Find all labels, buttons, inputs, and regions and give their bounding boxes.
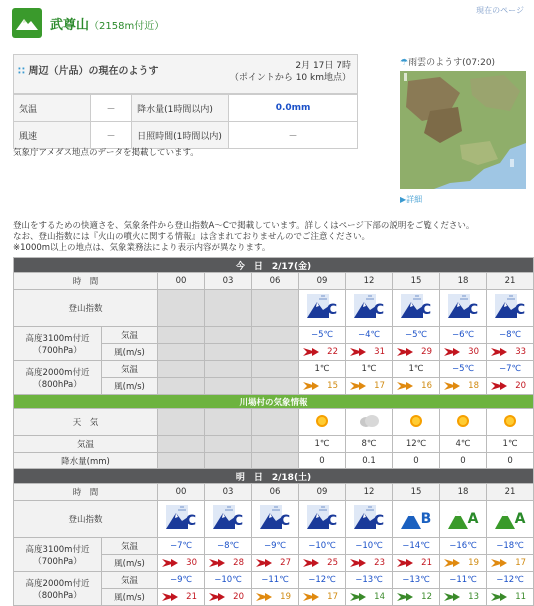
altitude-label-line: 高度2000m付近 (25, 367, 90, 378)
temp-cell: −13℃ (393, 572, 440, 589)
temp-cell: −5℃ (440, 361, 487, 378)
climb-index-c-icon (440, 290, 487, 327)
altitude-label-line: 高度3100m付近 (25, 333, 90, 344)
wind-cell (487, 589, 534, 606)
wind-cell (299, 555, 346, 572)
wind-cell (299, 344, 346, 361)
wind-value: － (91, 122, 132, 149)
none-weather-icon (158, 409, 205, 436)
observation-point: （ポイントから 10 km地点） (229, 73, 351, 83)
wind-cell (440, 555, 487, 572)
climb-index-a-icon (440, 501, 487, 538)
wind-speed: 25 (327, 558, 338, 568)
svg-text:C: C (232, 512, 244, 529)
wind-cell (252, 555, 299, 572)
wind-arrow-icon (440, 556, 486, 570)
temp-cell (252, 327, 299, 344)
wind-speed: 19 (280, 592, 291, 602)
altitude-3100-label (14, 538, 102, 572)
temp-row-3100 (14, 327, 534, 344)
wind-speed: 33 (515, 347, 527, 357)
temp-cell (205, 436, 252, 453)
temp-label: 気温 (102, 538, 158, 555)
wind-arrow-icon (487, 345, 533, 359)
wind-arrow-icon (440, 379, 486, 393)
day-header: 今 日 2/17(金) (14, 258, 534, 273)
wind-speed: 13 (468, 592, 479, 602)
wind-arrow-icon (346, 556, 392, 570)
wind-speed: 22 (327, 347, 338, 357)
hour-cell: 00 (158, 273, 205, 290)
wind-cell (299, 589, 346, 606)
wind-arrow-icon (346, 590, 392, 604)
wind-speed: 17 (374, 381, 385, 391)
pressure-label-line: （800hPa） (33, 379, 82, 390)
climb-index-none-icon (158, 290, 205, 327)
wind-arrow-icon (393, 590, 439, 604)
hour-cell: 09 (299, 273, 346, 290)
temp-cell: −8℃ (205, 538, 252, 555)
temp-cell: 4℃ (440, 436, 487, 453)
wind-speed: 20 (515, 381, 527, 391)
wind-arrow-icon (205, 556, 251, 570)
temp-row-2000 (14, 572, 534, 589)
radar-title: 雨雲のようす (408, 58, 463, 68)
pressure-label-line: （700hPa） (33, 556, 82, 567)
svg-text:C: C (467, 301, 479, 318)
temp-cell: −12℃ (487, 572, 534, 589)
wind-arrow-icon (205, 590, 251, 604)
precip-cell (252, 453, 299, 470)
table-row (14, 95, 358, 122)
wind-cell (346, 378, 393, 395)
wind-speed: 23 (374, 558, 385, 568)
precip-cell (158, 453, 205, 470)
wind-arrow-icon (299, 556, 345, 570)
svg-text:A: A (467, 510, 479, 527)
temp-cell: −11℃ (252, 572, 299, 589)
day-header-row (14, 469, 534, 484)
wind-arrow-icon (158, 590, 204, 604)
wind-cell (440, 378, 487, 395)
temp-cell: −11℃ (440, 572, 487, 589)
time-label: 時 間 (14, 273, 158, 290)
village-section-title: 川場村の気象情報 (14, 395, 534, 409)
wind-arrow-icon (393, 345, 439, 359)
temp-cell: −6℃ (440, 327, 487, 344)
explanation-line: ※1000m以上の地点は、気象業務法により表示内容が異なります。 (13, 243, 271, 253)
hours-row (14, 273, 534, 290)
current-conditions-panel (13, 54, 358, 149)
wind-arrow-icon (393, 556, 439, 570)
wind-arrow-icon (158, 556, 204, 570)
wind-cell (393, 589, 440, 606)
climb-index-c-icon (346, 290, 393, 327)
wind-speed: 31 (374, 347, 385, 357)
wind-cell (393, 344, 440, 361)
wind-speed: 12 (421, 592, 432, 602)
hour-cell: 06 (252, 273, 299, 290)
temp-label: 気温 (102, 572, 158, 589)
wind-arrow-icon (487, 590, 533, 604)
wind-cell (487, 344, 534, 361)
climb-index-none-icon (252, 290, 299, 327)
wind-label: 風(m/s) (102, 344, 158, 361)
page-title (50, 14, 164, 33)
wind-speed: 21 (186, 592, 197, 602)
svg-text:C: C (373, 301, 385, 318)
sunny-weather-icon (487, 409, 534, 436)
temp-cell: −8℃ (487, 327, 534, 344)
temp-cell: −10℃ (205, 572, 252, 589)
wind-label: 風(m/s) (102, 589, 158, 606)
wind-cell (487, 378, 534, 395)
pressure-label-line: （800hPa） (33, 590, 82, 601)
wind-cell (487, 555, 534, 572)
wind-cell (252, 378, 299, 395)
wind-arrow-icon (299, 590, 345, 604)
temp-cell (205, 327, 252, 344)
day-header: 明 日 2/18(土) (14, 469, 534, 484)
wind-cell (205, 378, 252, 395)
precip-cell: 0 (487, 453, 534, 470)
hours-row (14, 484, 534, 501)
wind-arrow-icon (440, 590, 486, 604)
none-weather-icon (252, 409, 299, 436)
temp-cell: −13℃ (346, 572, 393, 589)
wind-speed: 17 (515, 558, 527, 568)
temp-cell: −14℃ (393, 538, 440, 555)
wind-cell (393, 555, 440, 572)
observation-time: 2月 17日 7時 (295, 61, 351, 71)
wind-speed: 16 (421, 381, 432, 391)
temp-label: 気温 (14, 95, 91, 122)
svg-text:C: C (514, 301, 526, 318)
wind-cell (252, 344, 299, 361)
wind-cell (299, 378, 346, 395)
wind-arrow-icon (299, 345, 345, 359)
svg-text:C: C (326, 301, 338, 318)
sunshine-value: － (229, 122, 358, 149)
climb-index-c-icon (393, 290, 440, 327)
wind-speed: 11 (515, 592, 527, 602)
cloudy-weather-icon (346, 409, 393, 436)
index-label: 登山指数 (14, 290, 158, 327)
wind-speed: 17 (327, 592, 338, 602)
umbrella-icon: ☂ (400, 58, 409, 68)
radar-panel (400, 55, 526, 205)
temp-cell: 1℃ (393, 361, 440, 378)
precip-cell: 0 (299, 453, 346, 470)
wind-arrow-icon (346, 345, 392, 359)
temp-cell: 1℃ (299, 436, 346, 453)
index-explanation (13, 221, 528, 254)
temp-cell: 12℃ (393, 436, 440, 453)
altitude-2000-label (14, 361, 102, 395)
temp-cell: −10℃ (299, 538, 346, 555)
temp-cell: −9℃ (158, 572, 205, 589)
index-row (14, 290, 534, 327)
sunny-weather-icon (393, 409, 440, 436)
wind-label: 風速 (14, 122, 91, 149)
amedas-note: 気象庁アメダス地点のデータを掲載しています。 (13, 148, 199, 158)
temp-cell: −9℃ (252, 538, 299, 555)
hour-cell: 09 (299, 484, 346, 501)
precip-label: 降水量(mm) (14, 453, 158, 470)
wind-arrow-icon (299, 379, 345, 393)
climb-index-a-icon (487, 501, 534, 538)
explanation-line: なお、登山指数には『火山の噴火に関する情報』は含まれておりませんのでご注意ください。 (13, 232, 371, 242)
hour-cell: 03 (205, 273, 252, 290)
precip-label: 降水量(1時間以内) (132, 95, 229, 122)
village-section-row (14, 395, 534, 409)
hour-cell: 21 (487, 484, 534, 501)
wind-arrow-icon (252, 556, 298, 570)
climb-index-c-icon (299, 290, 346, 327)
temp-label: 気温 (14, 436, 158, 453)
wind-arrow-icon (487, 379, 533, 393)
hour-cell: 15 (393, 484, 440, 501)
village-temp-row (14, 436, 534, 453)
temp-cell (252, 361, 299, 378)
wind-arrow-icon (440, 345, 486, 359)
climb-index-c-icon (252, 501, 299, 538)
radar-time: (07:20) (462, 58, 496, 68)
temp-cell: −7℃ (487, 361, 534, 378)
wind-arrow-icon (487, 556, 533, 570)
temp-row-2000 (14, 361, 534, 378)
wind-speed: 15 (327, 381, 338, 391)
dots-icon: ∷ (18, 66, 25, 77)
temp-cell: −7℃ (158, 538, 205, 555)
wind-arrow-icon (252, 590, 298, 604)
temp-cell: 1℃ (346, 361, 393, 378)
top-nav-link[interactable]: 現在のページ (476, 6, 524, 15)
wind-cell (346, 555, 393, 572)
wind-cell (346, 344, 393, 361)
climb-index-c-icon (487, 290, 534, 327)
wind-speed: 30 (468, 347, 479, 357)
wind-cell (158, 589, 205, 606)
hour-cell: 21 (487, 273, 534, 290)
hour-cell: 18 (440, 273, 487, 290)
temp-cell (205, 361, 252, 378)
climb-index-c-icon (158, 501, 205, 538)
climb-index-c-icon (346, 501, 393, 538)
precip-cell: 0 (393, 453, 440, 470)
temp-cell: −18℃ (487, 538, 534, 555)
index-label: 登山指数 (14, 501, 158, 538)
sunshine-label: 日照時間(1時間以内) (132, 122, 229, 149)
altitude-2000-label (14, 572, 102, 606)
wind-cell (205, 555, 252, 572)
temp-cell: −12℃ (299, 572, 346, 589)
day-header-row (14, 258, 534, 273)
wind-speed: 14 (374, 592, 385, 602)
hour-cell: 00 (158, 484, 205, 501)
altitude-label-line: 高度2000m付近 (25, 578, 90, 589)
current-conditions-table (13, 94, 358, 149)
hour-cell: 03 (205, 484, 252, 501)
climb-index-b-icon (393, 501, 440, 538)
wind-cell (158, 555, 205, 572)
climb-index-none-icon (205, 290, 252, 327)
hour-cell: 15 (393, 273, 440, 290)
temp-cell (158, 327, 205, 344)
wind-cell (440, 589, 487, 606)
wind-arrow-icon (393, 379, 439, 393)
weather-row (14, 409, 534, 436)
wind-label: 風(m/s) (102, 555, 158, 572)
temp-cell: −16℃ (440, 538, 487, 555)
wind-cell (158, 378, 205, 395)
temp-cell: −4℃ (346, 327, 393, 344)
wind-speed: 19 (468, 558, 479, 568)
temp-cell (252, 436, 299, 453)
wind-arrow-icon (346, 379, 392, 393)
current-conditions-header (13, 54, 358, 94)
temp-cell: 1℃ (487, 436, 534, 453)
mountain-altitude: （2158m付近） (89, 21, 165, 32)
altitude-3100-label (14, 327, 102, 361)
time-label: 時 間 (14, 484, 158, 501)
weather-label: 天 気 (14, 409, 158, 436)
none-weather-icon (205, 409, 252, 436)
wind-cell (158, 344, 205, 361)
index-row (14, 501, 534, 538)
wind-cell (440, 344, 487, 361)
sunny-weather-icon (440, 409, 487, 436)
svg-text:B: B (420, 510, 432, 527)
temp-cell: −5℃ (393, 327, 440, 344)
temp-value: － (91, 95, 132, 122)
svg-text:A: A (514, 510, 526, 527)
precip-row (14, 453, 534, 470)
wind-cell (252, 589, 299, 606)
temp-cell (158, 361, 205, 378)
svg-text:C: C (326, 512, 338, 529)
page-header (10, 8, 530, 40)
hour-cell: 06 (252, 484, 299, 501)
wind-speed: 21 (421, 558, 432, 568)
forecast-table-today (13, 257, 534, 470)
table-row (14, 122, 358, 149)
hour-cell: 12 (346, 484, 393, 501)
wind-cell (393, 378, 440, 395)
temp-cell: 8℃ (346, 436, 393, 453)
wind-cell (205, 589, 252, 606)
altitude-label-line: 高度3100m付近 (25, 544, 90, 555)
explanation-line: 登山をするための快適さを、気象条件から登山指数A～Cで掲載しています。詳しくはページ下部の説明をご覧ください。 (13, 221, 475, 231)
precip-value: 0.0mm (229, 95, 358, 122)
mountain-name: 武尊山 (50, 18, 90, 33)
wind-speed: 27 (280, 558, 291, 568)
svg-text:C: C (185, 512, 197, 529)
forecast-table-tomorrow (13, 468, 534, 606)
hour-cell: 18 (440, 484, 487, 501)
temp-row-3100 (14, 538, 534, 555)
temp-cell: −5℃ (299, 327, 346, 344)
wind-speed: 30 (186, 558, 197, 568)
pressure-label-line: （700hPa） (33, 345, 82, 356)
wind-speed: 20 (233, 592, 244, 602)
svg-text:C: C (279, 512, 291, 529)
svg-text:C: C (420, 301, 432, 318)
climb-index-c-icon (205, 501, 252, 538)
hour-cell: 12 (346, 273, 393, 290)
radar-map[interactable] (400, 71, 526, 189)
precip-cell: 0 (440, 453, 487, 470)
wind-label: 風(m/s) (102, 378, 158, 395)
temp-cell (158, 436, 205, 453)
temp-cell: −10℃ (346, 538, 393, 555)
current-conditions-title: 周辺（片品）の現在のようす (28, 66, 159, 77)
svg-text:C: C (373, 512, 385, 529)
wind-speed: 29 (421, 347, 432, 357)
temp-label: 気温 (102, 361, 158, 378)
precip-cell: 0.1 (346, 453, 393, 470)
mountain-logo-icon (12, 8, 42, 38)
wind-speed: 18 (468, 381, 479, 391)
temp-cell: 1℃ (299, 361, 346, 378)
wind-cell (205, 344, 252, 361)
wind-cell (346, 589, 393, 606)
precip-cell (205, 453, 252, 470)
radar-detail-link[interactable]: ▶詳細 (400, 195, 423, 204)
sunny-weather-icon (299, 409, 346, 436)
temp-label: 気温 (102, 327, 158, 344)
climb-index-c-icon (299, 501, 346, 538)
wind-speed: 28 (233, 558, 244, 568)
